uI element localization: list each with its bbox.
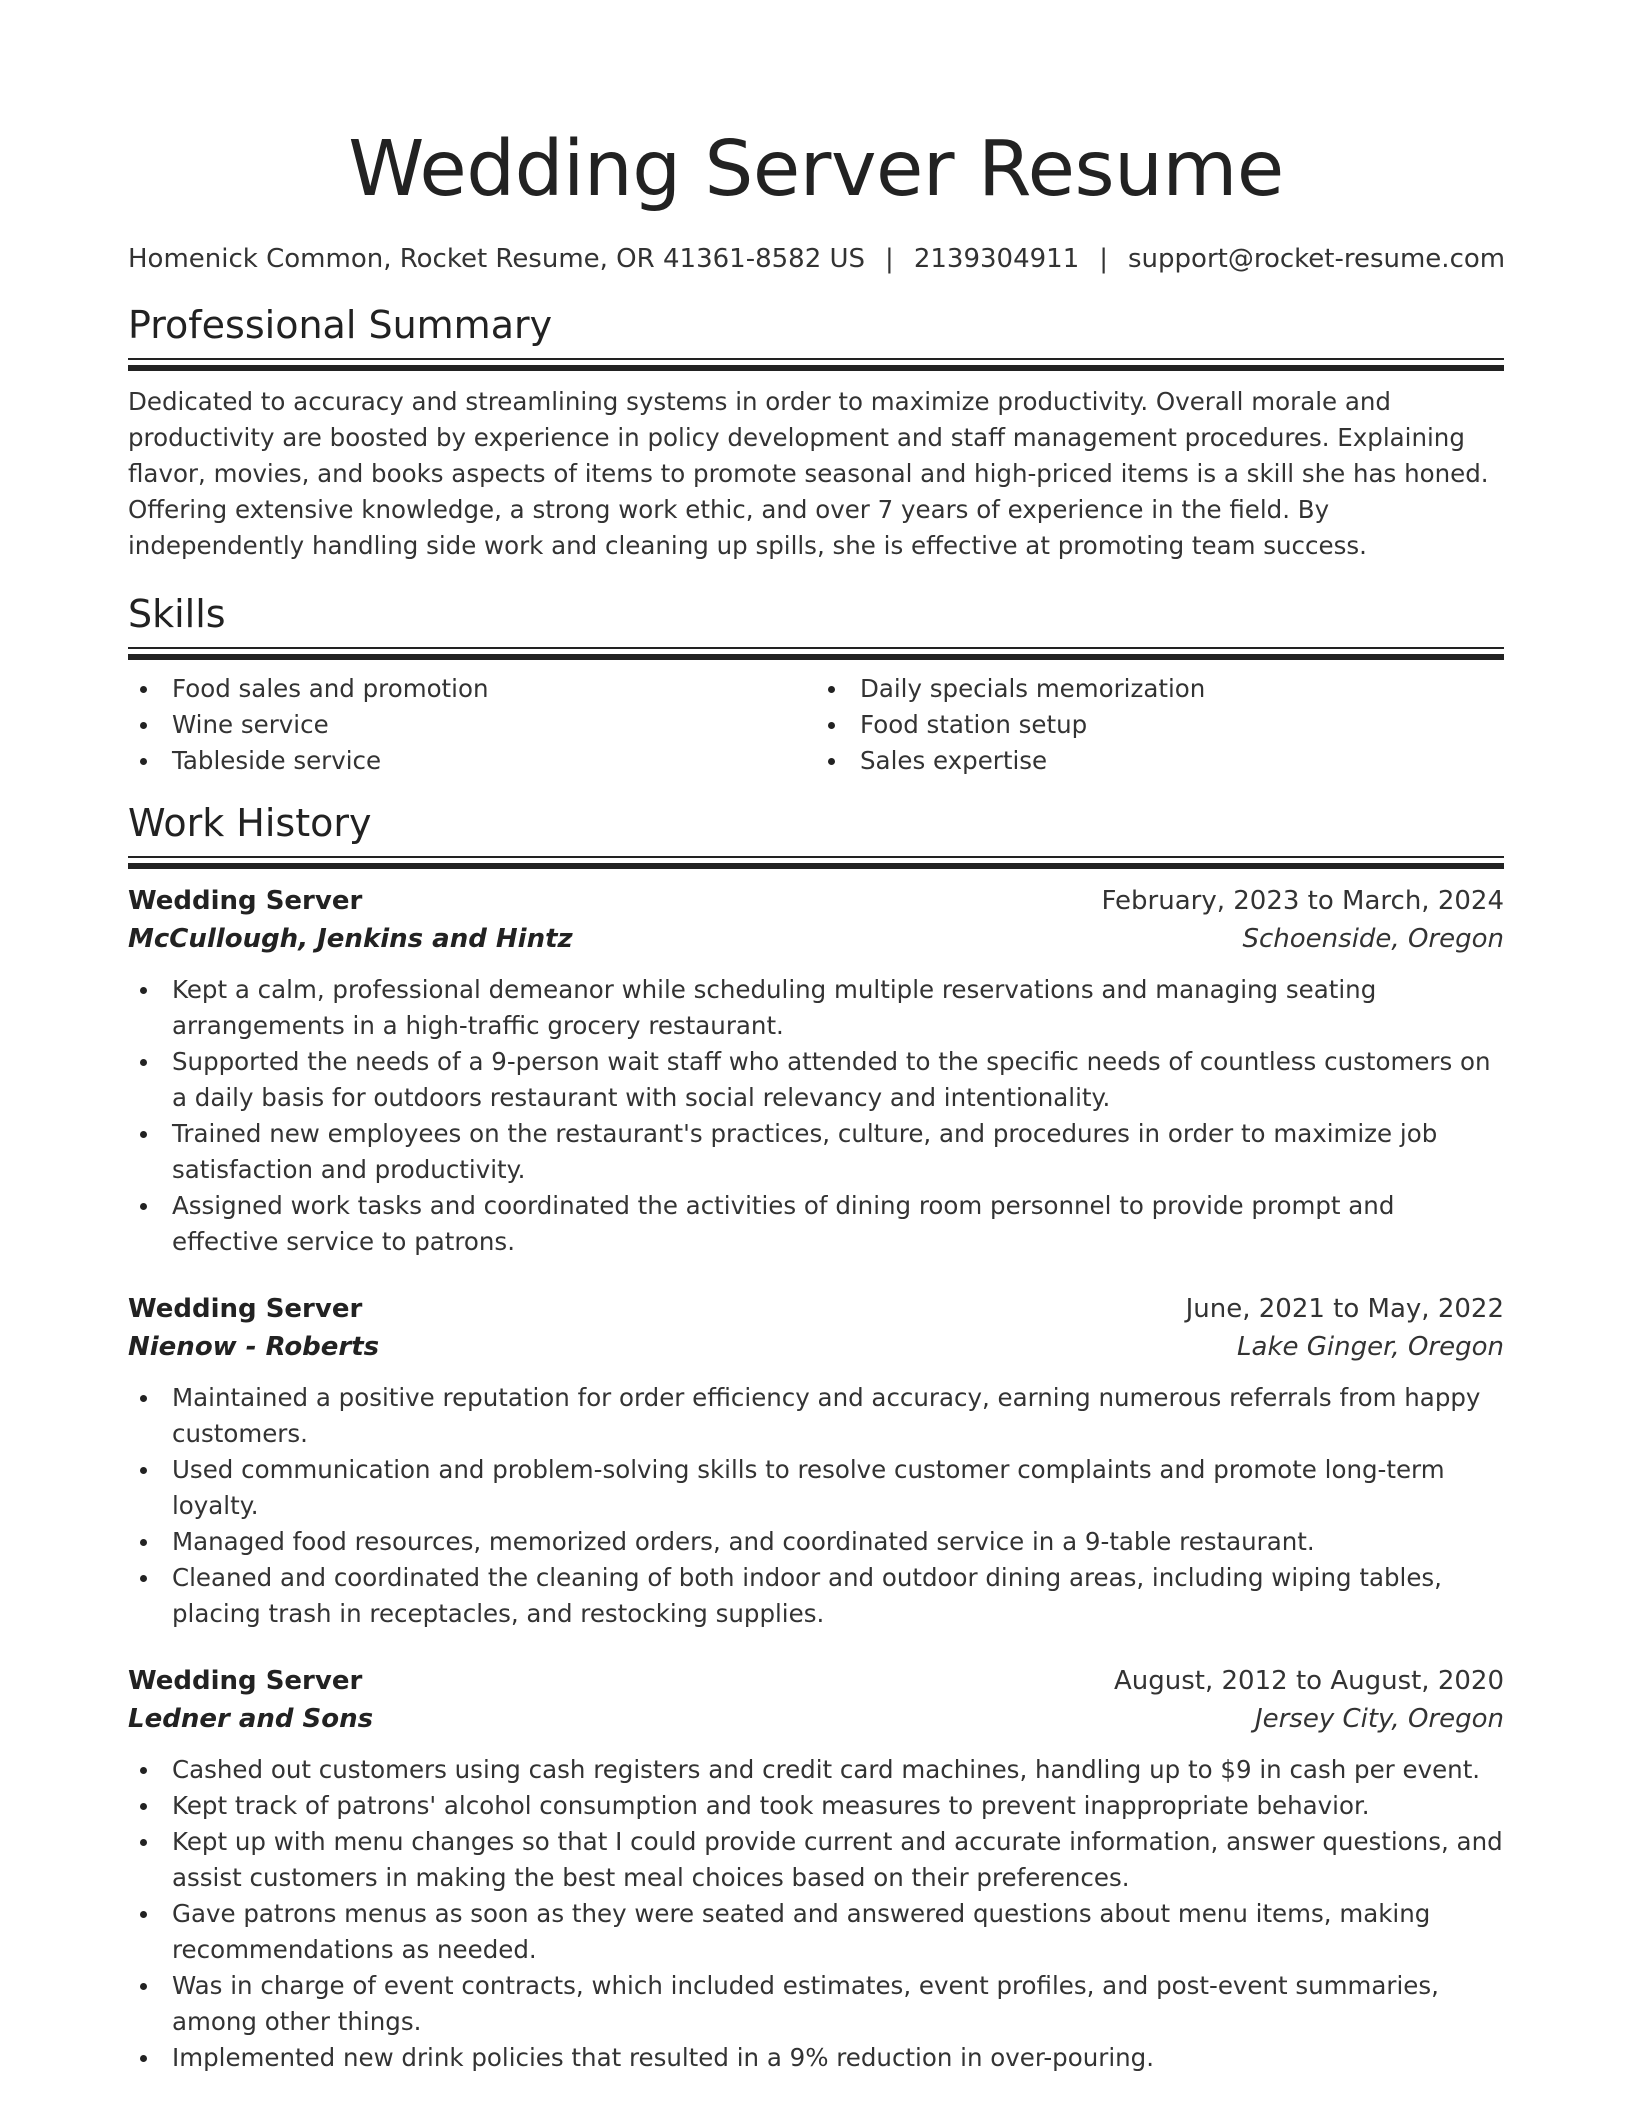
work-history-section bbox=[128, 799, 1504, 2076]
section-title-skills: Skills bbox=[128, 592, 226, 636]
job-header bbox=[128, 1290, 1504, 1328]
job-bullet: Used communication and problem-solving skills to resolve customer complaints and promote long-term loyalty. bbox=[128, 1452, 1504, 1524]
section-divider bbox=[128, 856, 1504, 870]
section-title-summary: Professional Summary bbox=[128, 303, 553, 347]
company-name: Nienow - Roberts bbox=[128, 1332, 380, 1362]
skill-item: Daily specials memorization bbox=[816, 671, 1504, 707]
section-divider bbox=[128, 358, 1504, 372]
job-title: Wedding Server bbox=[128, 1294, 363, 1324]
job-location: Schoenside, Oregon bbox=[1242, 924, 1504, 954]
contact-email: support@rocket-resume.com bbox=[1128, 244, 1506, 274]
job-entry bbox=[128, 1290, 1504, 1632]
job-location: Jersey City, Oregon bbox=[1254, 1704, 1504, 1734]
resume-title: Wedding Server Resume bbox=[348, 125, 1284, 214]
job-bullet: Trained new employees on the restaurant's practices, culture, and procedures in order to maximize job satisfaction and productivity. bbox=[128, 1116, 1504, 1188]
skills-list bbox=[128, 671, 1504, 779]
job-subheader bbox=[128, 1328, 1504, 1366]
job-bullet: Kept up with menu changes so that I could provide current and accurate information, answer questions, and assist customers in making the best meal choices based on their preferences. bbox=[128, 1824, 1504, 1896]
job-title: Wedding Server bbox=[128, 886, 363, 916]
contact-separator: | bbox=[1099, 244, 1108, 274]
job-title: Wedding Server bbox=[128, 1666, 363, 1696]
skill-item: Food sales and promotion bbox=[128, 671, 816, 707]
job-entry bbox=[128, 1662, 1504, 2076]
job-bullet: Assigned work tasks and coordinated the activities of dining room personnel to provide prompt and effective service to patrons. bbox=[128, 1188, 1504, 1260]
job-bullet: Was in charge of event contracts, which included estimates, event profiles, and post-event summaries, among other things. bbox=[128, 1968, 1504, 2040]
contact-separator: | bbox=[885, 244, 894, 274]
skills-section bbox=[128, 590, 1504, 779]
contact-address: Homenick Common, Rocket Resume, OR 41361-8582 US bbox=[128, 244, 866, 274]
skill-item: Food station setup bbox=[816, 707, 1504, 743]
contact-phone: 2139304911 bbox=[913, 244, 1080, 274]
job-dates: August, 2012 to August, 2020 bbox=[1114, 1666, 1504, 1696]
job-bullet: Supported the needs of a 9-person wait staff who attended to the specific needs of countless customers on a daily basis for outdoors restaurant with social relevancy and intentionality. bbox=[128, 1044, 1504, 1116]
company-name: Ledner and Sons bbox=[128, 1704, 374, 1734]
job-subheader bbox=[128, 1700, 1504, 1738]
skills-column-left bbox=[128, 671, 816, 779]
professional-summary-section bbox=[128, 301, 1504, 564]
job-bullet: Cashed out customers using cash registers and credit card machines, handling up to $9 in cash per event. bbox=[128, 1752, 1504, 1788]
job-bullet: Kept a calm, professional demeanor while scheduling multiple reservations and managing seating arrangements in a high-traffic grocery restaurant. bbox=[128, 972, 1504, 1044]
job-bullet: Implemented new drink policies that resulted in a 9% reduction in over-pouring. bbox=[128, 2040, 1504, 2076]
contact-line bbox=[128, 242, 1504, 276]
skills-column-right bbox=[816, 671, 1504, 779]
job-bullets bbox=[128, 972, 1504, 1260]
section-divider bbox=[128, 647, 1504, 661]
resume-page bbox=[128, 0, 1504, 2076]
skill-item: Wine service bbox=[128, 707, 816, 743]
job-entry bbox=[128, 882, 1504, 1260]
job-header bbox=[128, 1662, 1504, 1700]
job-bullet: Maintained a positive reputation for order efficiency and accuracy, earning numerous referrals from happy customers. bbox=[128, 1380, 1504, 1452]
company-name: McCullough, Jenkins and Hintz bbox=[128, 924, 573, 954]
job-location: Lake Ginger, Oregon bbox=[1237, 1332, 1504, 1362]
job-subheader bbox=[128, 920, 1504, 958]
skill-item: Sales expertise bbox=[816, 743, 1504, 779]
job-header bbox=[128, 882, 1504, 920]
job-bullet: Kept track of patrons' alcohol consumption and took measures to prevent inappropriate behavior. bbox=[128, 1788, 1504, 1824]
job-bullet: Managed food resources, memorized orders, and coordinated service in a 9-table restaurant. bbox=[128, 1524, 1504, 1560]
job-dates: June, 2021 to May, 2022 bbox=[1185, 1294, 1504, 1324]
job-dates: February, 2023 to March, 2024 bbox=[1101, 886, 1504, 916]
section-title-work-history: Work History bbox=[128, 801, 372, 845]
job-bullets bbox=[128, 1752, 1504, 2076]
skill-item: Tableside service bbox=[128, 743, 816, 779]
job-bullet: Cleaned and coordinated the cleaning of both indoor and outdoor dining areas, including wiping tables, placing trash in receptacles, and restocking supplies. bbox=[128, 1560, 1504, 1632]
job-bullet: Gave patrons menus as soon as they were seated and answered questions about menu items, making recommendations as needed. bbox=[128, 1896, 1504, 1968]
job-bullets bbox=[128, 1380, 1504, 1632]
summary-text: Dedicated to accuracy and streamlining systems in order to maximize productivity. Overall morale and productivity are boosted by experience in policy development and staff management procedures. Explaining flavor, movies, and books aspects of items to promote seasonal and high-priced items is a skill she has honed. Offering extensive knowledge, a strong work ethic, and over 7 years of experience in the field. By independently handling side work and cleaning up spills, she is effective at promoting team success. bbox=[128, 387, 1489, 560]
